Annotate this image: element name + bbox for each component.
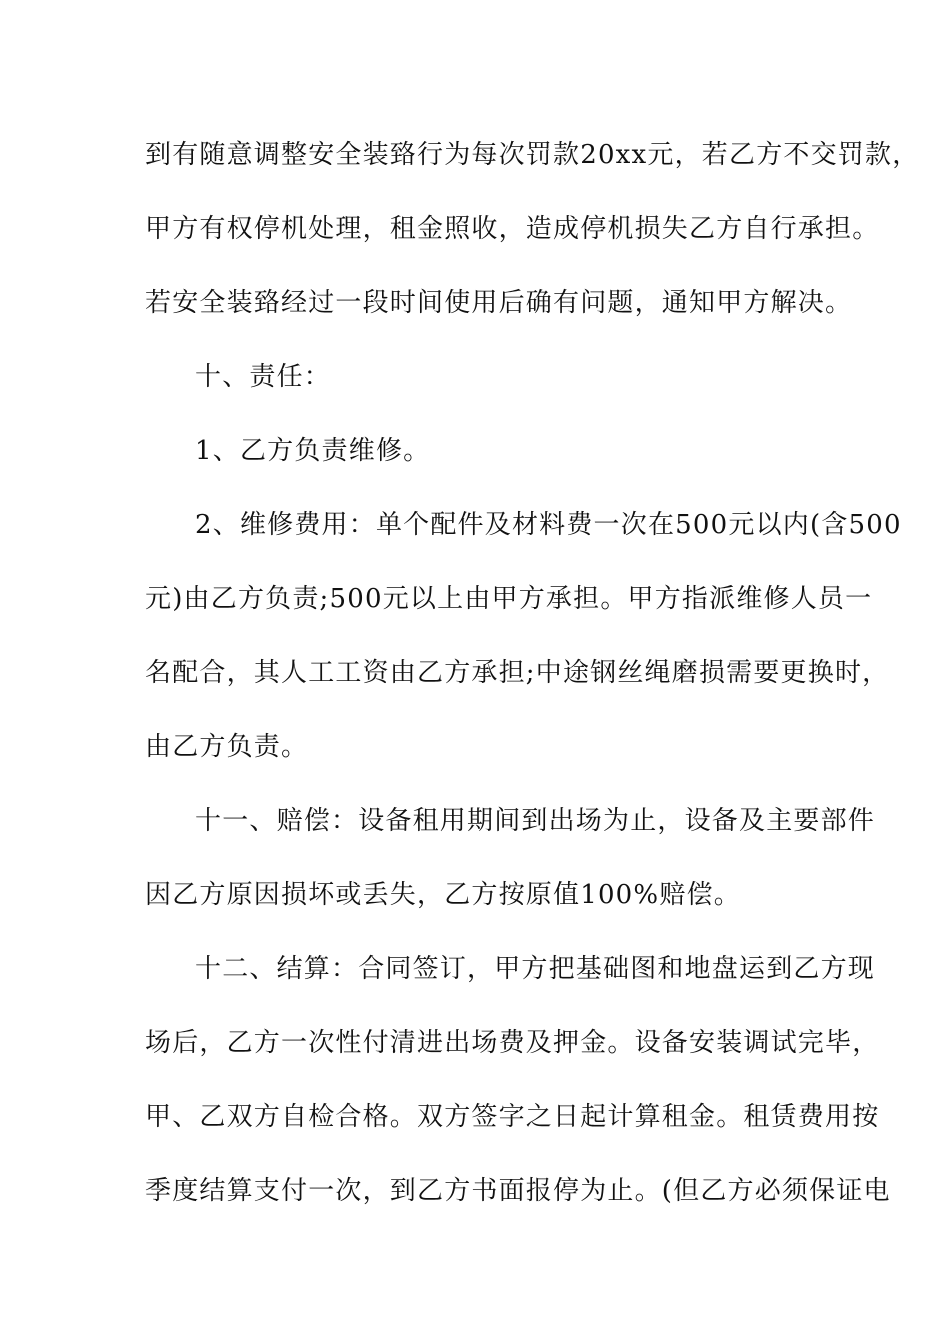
section-heading-compensation: 十一、赔偿：设备租用期间到出场为止，设备及主要部件: [195, 806, 876, 836]
section-heading-settlement: 十二、结算：合同签订，甲方把基础图和地盘运到乙方现: [195, 954, 876, 984]
text-line: 甲、乙双方自检合格。双方签字之日起计算租金。租赁费用按: [145, 1102, 880, 1132]
text-line: 1、乙方负责维修。: [195, 436, 431, 466]
section-heading-responsibility: 十、责任：: [195, 362, 332, 392]
text-line: 元)由乙方负责;500元以上由甲方承担。甲方指派维修人员一: [145, 584, 873, 614]
text-line: 季度结算支付一次，到乙方书面报停为止。(但乙方必须保证电: [145, 1176, 891, 1206]
text-line: 名配合，其人工工资由乙方承担;中途钢丝绳磨损需要更换时，: [145, 658, 890, 688]
text-line: 到有随意调整安全装臵行为每次罚款20xx元，若乙方不交罚款，: [145, 140, 920, 170]
text-line: 因乙方原因损坏或丢失，乙方按原值100%赔偿。: [145, 880, 741, 910]
text-line: 场后，乙方一次性付清进出场费及押金。设备安装调试完毕，: [145, 1028, 880, 1058]
text-line: 由乙方负责。: [145, 732, 309, 762]
document-body: [145, 132, 920, 1242]
text-line: 2、维修费用：单个配件及材料费一次在500元以内(含500: [195, 510, 902, 540]
text-line: 甲方有权停机处理，租金照收，造成停机损失乙方自行承担。: [145, 214, 880, 244]
text-line: 若安全装臵经过一段时间使用后确有问题，通知甲方解决。: [145, 288, 853, 318]
